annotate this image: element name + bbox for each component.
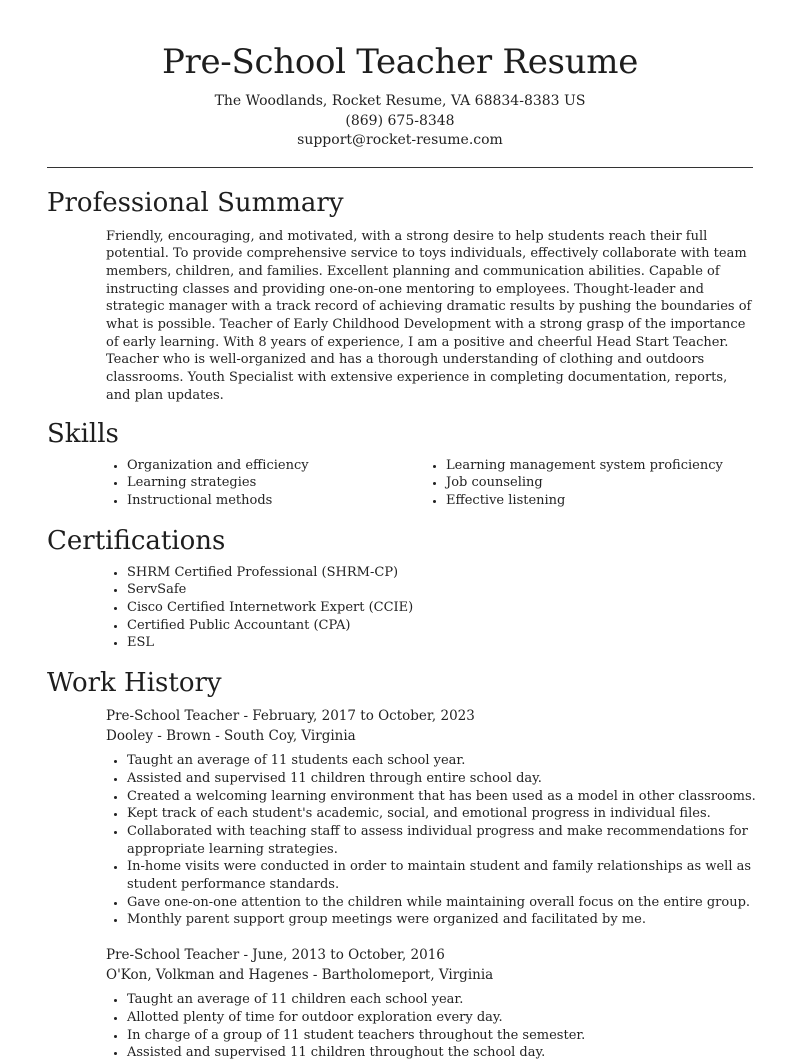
certification-item: • ServSafe: [127, 581, 800, 599]
skill-item: • Effective listening: [446, 492, 744, 510]
summary-text: Friendly, encouraging, and motivated, with a strong desire to help students reach their full potential. To provide comprehensive service to toys individuals, effectively collaborate with team members, children, and families. Excellent planning and communication abilities. Capable of instructing classes and providing one-on-one mentoring to employees. Thought-leader and strategic manager with a track record of achieving dramatic results by pushing the boundaries of what is possible. Teacher of Early Childhood Development with a strong grasp of the importance of early learning. With 8 years of experience, I am a positive and cheerful Head Start Teacher. Teacher who is well-organized and has a thorough understanding of clothing and outdoors classrooms. Youth Specialist with extensive experience in completing documentation, reports, and plan updates.: [106, 228, 752, 403]
certifications-section: [0, 524, 800, 653]
job-bullet: • Taught an average of 11 students each school year.: [127, 752, 800, 770]
job-title-line: Pre-School Teacher - June, 2013 to October, 2016: [106, 947, 445, 964]
certification-item: • SHRM Certified Professional (SHRM-CP): [127, 564, 800, 582]
skill-item: • Learning strategies: [127, 474, 425, 492]
skill-item: • Organization and efficiency: [127, 457, 425, 475]
job-bullet: • Allotted plenty of time for outdoor exploration every day.: [127, 1009, 800, 1027]
summary-section: [0, 186, 800, 405]
summary-heading: Professional Summary: [47, 187, 344, 218]
skill-item: • Learning management system proficiency: [446, 457, 744, 475]
job-entry: [0, 945, 800, 1062]
contact-block: [0, 92, 800, 151]
skills-heading: Skills: [47, 418, 119, 449]
skills-section: [0, 417, 800, 510]
contact-address: The Woodlands, Rocket Resume, VA 68834-8383 US: [214, 93, 586, 109]
skills-list-right: [425, 457, 744, 510]
job-bullets: [0, 752, 800, 929]
job-bullets: [0, 991, 800, 1062]
job-bullet: • Taught an average of 11 children each school year.: [127, 991, 800, 1009]
job-bullet: • Monthly parent support group meetings were organized and facilitated by me.: [127, 911, 800, 929]
skill-item: • Instructional methods: [127, 492, 425, 510]
skills-columns: [0, 457, 800, 510]
certification-item: • ESL: [127, 634, 800, 652]
work-history-section: [0, 666, 800, 1062]
job-bullet: • In-home visits were conducted in order to maintain student and family relationships as well as student performance standards.: [127, 858, 800, 893]
job-bullet: • Gave one-on-one attention to the children while maintaining overall focus on the entire group.: [127, 894, 800, 912]
contact-email: support@rocket-resume.com: [297, 132, 503, 148]
job-bullet: • Collaborated with teaching staff to assess individual progress and make recommendations for appropriate learning strategies.: [127, 823, 800, 858]
certifications-list: [0, 564, 800, 653]
header-divider: [47, 167, 753, 168]
certification-item: • Cisco Certified Internetwork Expert (CCIE): [127, 599, 800, 617]
job-bullet: • Assisted and supervised 11 children through entire school day.: [127, 770, 800, 788]
job-bullet: • In charge of a group of 11 student teachers throughout the semester.: [127, 1027, 800, 1045]
job-bullet: • Assisted and supervised 11 children throughout the school day.: [127, 1044, 800, 1062]
job-employer-line: Dooley - Brown - South Coy, Virginia: [106, 728, 356, 745]
contact-phone: (869) 675-8348: [345, 112, 455, 129]
job-bullet: • Created a welcoming learning environment that has been used as a model in other classrooms.: [127, 788, 800, 806]
job-entry: [0, 706, 800, 929]
certifications-heading: Certifications: [47, 525, 226, 556]
work-history-heading: Work History: [47, 668, 222, 699]
resume-header: [0, 0, 800, 151]
certification-item: • Certified Public Accountant (CPA): [127, 617, 800, 635]
job-bullet: • Kept track of each student's academic, social, and emotional progress in individual files.: [127, 805, 800, 823]
job-title-line: Pre-School Teacher - February, 2017 to October, 2023: [106, 708, 475, 725]
skill-item: • Job counseling: [446, 474, 744, 492]
resume-title: Pre-School Teacher Resume: [161, 42, 639, 82]
job-employer-line: O'Kon, Volkman and Hagenes - Bartholomeport, Virginia: [106, 967, 494, 984]
skills-list-left: [106, 457, 425, 510]
